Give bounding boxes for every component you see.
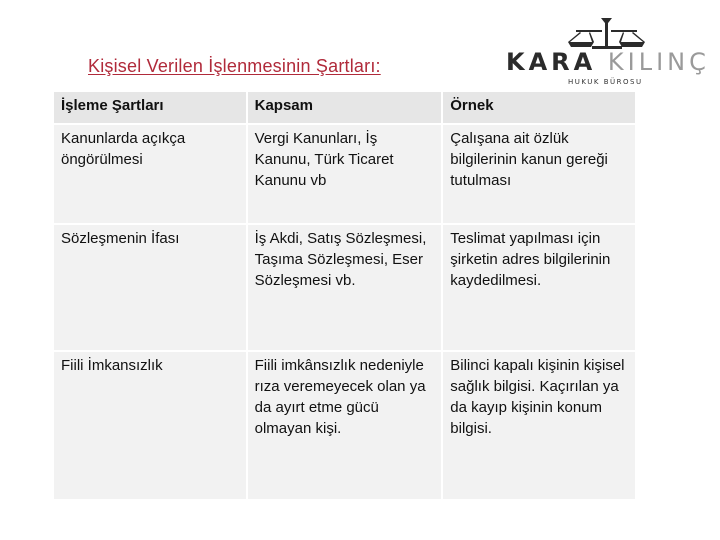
header-scope: Kapsam: [248, 92, 444, 125]
scales-of-justice-icon: [506, 16, 712, 50]
cell-example: Teslimat yapılması için şirketin adres bilgilerinin kaydedilmesi.: [443, 225, 637, 352]
table-row: [54, 352, 637, 501]
header-condition: İşleme Şartları: [54, 92, 248, 125]
law-firm-logo: [506, 16, 712, 86]
logo-part1: KARA: [506, 48, 597, 76]
table-header-row: [54, 92, 637, 125]
processing-conditions-table: [54, 92, 637, 501]
cell-example: Bilinci kapalı kişinin kişisel sağlık bilgisi. Kaçırılan ya da kayıp kişinin konum bilgisi.: [443, 352, 637, 501]
slide-title: Kişisel Verilen İşlenmesinin Şartları:: [88, 56, 381, 76]
logo-subtitle: HUKUK BÜROSU: [568, 78, 643, 86]
logo-part2: KILINÇ: [607, 48, 710, 76]
logo-wordmark: [506, 50, 710, 74]
cell-example: Çalışana ait özlük bilgilerinin kanun gereği tutulması: [443, 125, 637, 225]
header-example: Örnek: [443, 92, 637, 125]
cell-scope: Vergi Kanunları, İş Kanunu, Türk Ticaret Kanunu vb: [248, 125, 444, 225]
table-row: [54, 125, 637, 225]
cell-condition: Kanunlarda açıkça öngörülmesi: [54, 125, 248, 225]
cell-scope: Fiili imkânsızlık nedeniyle rıza veremeyecek olan ya da ayırt etme gücü olmayan kişi.: [248, 352, 444, 501]
cell-scope: İş Akdi, Satış Sözleşmesi, Taşıma Sözleşmesi, Eser Sözleşmesi vb.: [248, 225, 444, 352]
cell-condition: Fiili İmkansızlık: [54, 352, 248, 501]
cell-condition: Sözleşmenin İfası: [54, 225, 248, 352]
table-row: [54, 225, 637, 352]
